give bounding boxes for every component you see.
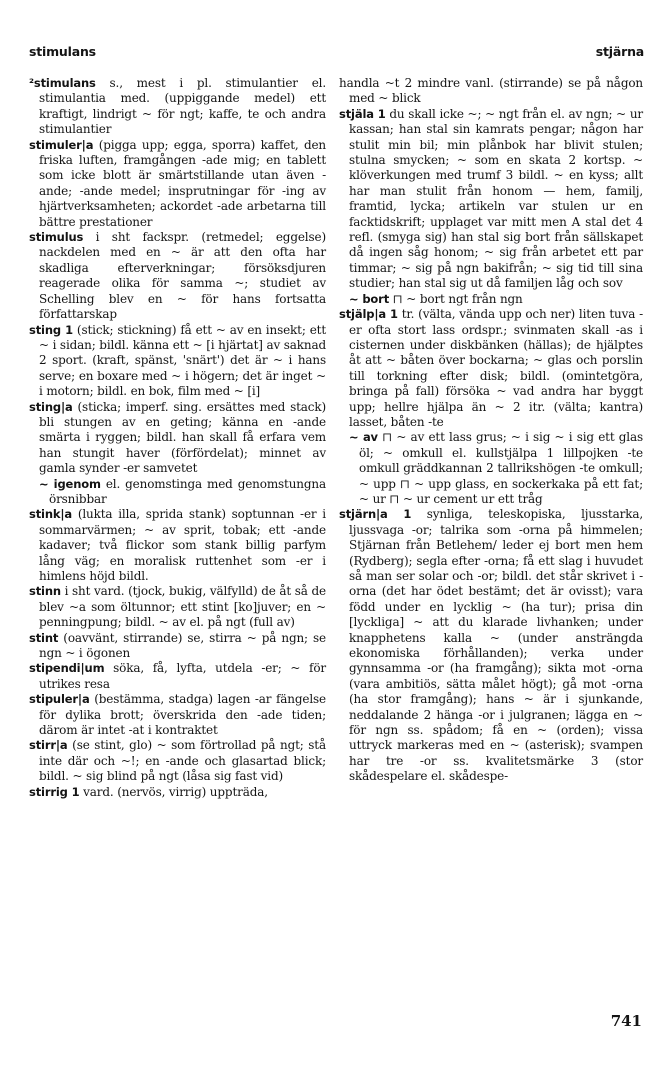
headword: stipendi|um — [29, 661, 105, 676]
entry-text: (oavvänt, stirrande) se, stirra ~ på ngn; se ngn ~ i ögonen — [39, 630, 326, 661]
entry-text: du skall icke ~; ~ ngt från el. av ngn; ~ ur kassan; han stal sin kamrats pengar; någon har stulit min bil; min plånbok har blivit stulen; stulna smycken; ~ som en skata 2 kortsp. ~ klöverkungen med trumf 3 bildl. ~ en kyss; allt har man stulit från honom — hem, familj, framtid, lycka; artikeln var stulen ur en facktidskrift; upplaget var mitt men A stal det 4 refl. (smyga sig) han stal sig bort från sällskapet då ingen såg honom; ~ sig från arbetet ett par timmar; ~ sig på ngn bakifrån; ~ sig tid till sina studier; han stal sig ut då familjen låg och sov — [349, 106, 643, 291]
headword: stimulus — [29, 230, 84, 245]
headword: ~ av — [349, 430, 378, 445]
headword: stirrig 1 — [29, 784, 80, 799]
dictionary-entry — [339, 307, 643, 430]
dictionary-entry — [29, 631, 326, 662]
headword: stjäla 1 — [339, 106, 386, 121]
entry-text: (sticka; imperf. sing. ersättes med stack) bli stungen av en geting; känna en -ande smärta i ryggen; bildl. han skall få erfara vem han stungit haver (förfördelat); minnet av gamla synder -er samvetet — [39, 399, 326, 476]
entry-text: i sht fackspr. (retmedel; eggelse) nackdelen med en ~ är att den ofta har skadliga efterverkningar; försöksdjuren reagerade olika för samma ~; studiet av Schelling blev en ~ för hans fortsatta författarskap — [39, 230, 326, 322]
headword: ~ igenom — [39, 476, 101, 491]
headword: sting|a — [29, 399, 73, 414]
entry-text: tr. (välta, vända upp och ner) liten tuva -er ofta stort lass ordspr.; svinmaten skall -as i cisternen under diskbänken (hällas); de hjälptes åt att ~ båten över bockarna; ~ glas och porslin till torkning efter disk; bildl. (omintetgöra, bringa på fall) försöka ~ vad andra har byggt upp; hellre hjälpa än ~ 2 itr. (välta; kantra) lasset, båten -te — [349, 307, 643, 429]
entry-text: s., mest i pl. stimulantier el. stimulantia med. (uppiggande medel) ett kraftigt, lindrigt ~ för ngt; kaffe, te och andra stimulantier — [39, 76, 326, 137]
entry-text: ⊓ ~ av ett lass grus; ~ i sig ~ i sig ett glas öl; ~ omkull el. kullstjälpa 1 lillpojken -te omkull gräddkannan 2 tallrikshögen -te omkull; ~ upp ⊓ ~ upp glass, en sockerkaka på ett fat; ~ ur ⊓ ~ ur cement ur ett tråg — [359, 430, 643, 506]
dictionary-entry — [29, 230, 326, 322]
headword: stjälp|a 1 — [339, 307, 398, 322]
dictionary-entry — [29, 584, 326, 630]
entry-text: (pigga upp; egga, sporra) kaffet, den friska luften, framgången -ade mig; en tablett som icke blott är smärtstillande utan även -ande; -ande medel; insprutningar för -ing av hjärtverksamheten; ackordet -ade arbetarna till bättre prestationer — [39, 137, 326, 229]
headword: stinn — [29, 584, 61, 599]
entry-text: (bestämma, stadga) lagen -ar fängelse för dylika brott; överskrida den -ade tiden; därom är intet -at i kontraktet — [39, 692, 326, 738]
headword: sting 1 — [29, 322, 73, 337]
left-column — [29, 76, 326, 800]
dictionary-entry — [339, 292, 643, 307]
headword: ~ bort — [349, 291, 390, 306]
dictionary-entry — [29, 785, 326, 800]
dictionary-entry — [29, 738, 326, 784]
entry-text: söka, få, lyfta, utdela -er; ~ för utrikes resa — [39, 661, 326, 691]
dictionary-entry — [29, 138, 326, 230]
entry-text: (se stint, glo) ~ som förtrollad på ngt; stå inte där och ~!; en -ande och glasartad blick; bildl. ~ sig blind på ngt (låsa sig fast vid) — [39, 738, 326, 784]
dictionary-entry — [29, 323, 326, 400]
entry-text: el. genomstinga med genomstungna örsnibbar — [49, 476, 327, 506]
dictionary-entry — [339, 107, 643, 292]
dictionary-entry — [29, 692, 326, 738]
dictionary-entry — [29, 507, 326, 584]
dictionary-entry — [29, 477, 326, 508]
headword: stimuler|a — [29, 137, 94, 152]
dictionary-entry — [339, 76, 643, 107]
entry-text: ⊓ ~ bort ngt från ngn — [389, 291, 523, 306]
headword: stink|a — [29, 507, 73, 522]
page-number: 741 — [610, 1012, 642, 1030]
entry-text: (lukta illa, sprida stank) soptunnan -er i sommarvärmen; ~ av sprit, tobak; ett -ande kadaver; två flickor som stank billig parfym lång väg; en moralisk ruttenhet som -er i himlens höjd bildl. — [39, 507, 326, 583]
right-column — [339, 76, 643, 785]
right-guide-word: stjärna — [595, 44, 644, 59]
entry-text: i sht vard. (tjock, bukig, välfylld) de åt så de blev ~a som öltunnor; ett stint [ko]juver; en ~ penningpung; bildl. ~ av el. på ngt (full av) — [39, 584, 326, 630]
headword: stint — [29, 630, 59, 645]
left-guide-word: stimulans — [29, 44, 96, 59]
entry-text: handla ~t 2 mindre vanl. (stirrande) se på någon med ~ blick — [339, 76, 643, 106]
entry-text: synliga, teleskopiska, ljusstarka, ljussvaga -or; talrika som -orna på himmelen; Stjärnan från Betlehem/ leder ej bort men hem (Rydberg); segla efter -orna; få ett slag i huvudet så man ser solar och -or; bildl. det står skrivet i -orna (det har ödet bestämt; det är ovisst); vara född under en lycklig ~ (ha tur); prisa din [lyckliga] ~ att du klarade livhanken; under knapphetens kalla ~ (under ansträngda ekonomiska förhållanden); verka under gynnsamma -or (ha framgång); sikta mot -orna (vara ambitiös, sätta målet högt); gå mot -orna (ha stor framgång); hans ~ är i sjunkande, neddalande 2 hänga -or i julgranen; lägga en ~ för ngn ss. spådom; få en ~ (orden); vissa uttryck markeras med en ~ (asterisk); svampen har tre -or ss. kvalitetsmärke 3 (stor skådespelare el. skådespe- — [349, 507, 643, 784]
headword: stjärn|a 1 — [339, 507, 412, 522]
headword: stipuler|a — [29, 692, 90, 707]
dictionary-entry — [29, 76, 326, 138]
dictionary-entry — [29, 661, 326, 692]
dictionary-entry — [29, 400, 326, 477]
entry-text: (stick; stickning) få ett ~ av en insekt; ett ~ i sidan; bildl. känna ett ~ [i hjärtat] av saknad 2 sport. (kraft, spänst, 'snärt') det är ~ i hans serve; en boxare med ~ i högern; det är inget ~ i motorn; bildl. en bok, film med ~ [i] — [39, 322, 326, 399]
dictionary-entry — [339, 430, 643, 507]
headword: ²stimulans — [29, 76, 96, 90]
dictionary-entry — [339, 507, 643, 784]
headword: stirr|a — [29, 738, 68, 753]
entry-text: vard. (nervös, virrig) uppträda, — [79, 784, 268, 799]
